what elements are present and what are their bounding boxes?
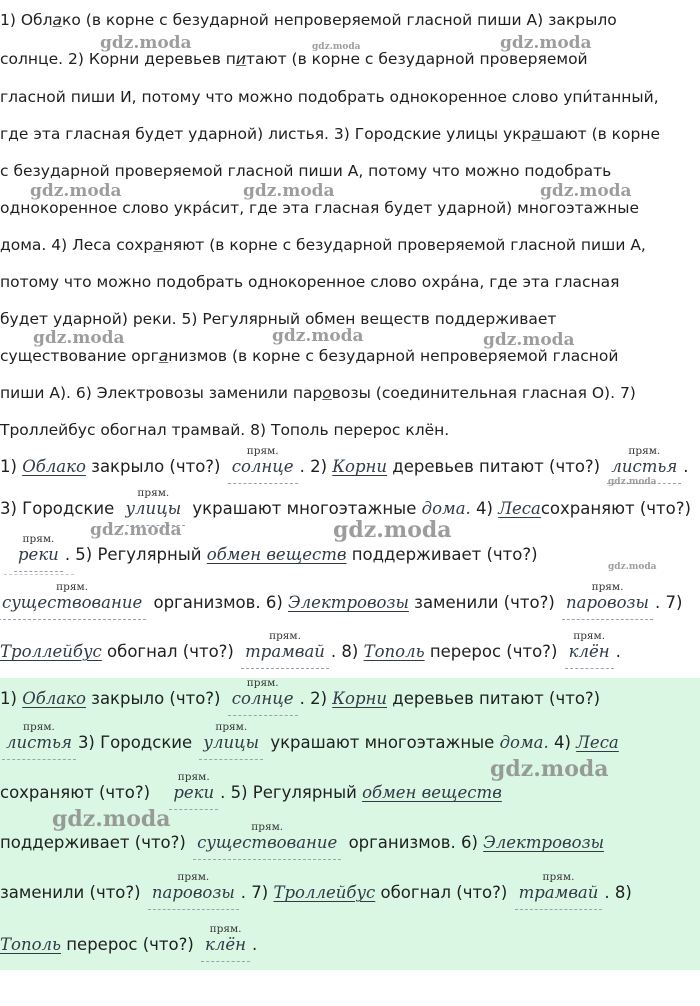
parse-line: прям. существование организмов. 6) Электровозы заменили (что?) прям. паровозы . 7) xyxy=(2,581,683,612)
subject: Корни xyxy=(332,457,388,476)
parse-line: прям. реки . 5) Регулярный обмен веществ поддерживает (что?) xyxy=(18,533,538,564)
text-line: пиши А). 6) Электровозы заменили паровозы (соединительная гласная О). 7) xyxy=(0,384,636,402)
text-line: с безударной проверяемой гласной пиши А, потому что можно подобрать xyxy=(0,162,612,180)
watermark: gdz.moda xyxy=(33,328,125,348)
parse-line: прям. листья 3) Городские прям. улицы украшают многоэтажные дома. 4) Леса xyxy=(6,721,619,752)
watermark: gdz.moda xyxy=(243,181,335,201)
object: прям. клён xyxy=(205,923,247,954)
text-line: будет ударной) реки. 5) Регулярный обмен веществ поддерживает xyxy=(0,310,557,328)
watermark: gdz.moda xyxy=(272,326,364,346)
parse-line: 3) Городские прям. улицы украшают многоэтажные дома. 4) Лесасохраняют (что?) xyxy=(0,487,691,518)
parse-line: Тополь перерос (что?) прям. клён . xyxy=(0,923,258,954)
object: прям. существование xyxy=(2,581,143,612)
object: прям. листья xyxy=(6,721,72,752)
object: прям. улицы xyxy=(203,721,260,752)
text-line: где эта гласная будет ударной) листья. 3) Городские улицы украшают (в корне xyxy=(0,125,661,143)
subject: Тополь xyxy=(363,642,425,661)
watermark: gdz.moda xyxy=(483,330,575,350)
object: прям. солнце xyxy=(231,445,294,476)
subject: Корни xyxy=(332,689,388,708)
object: прям. паровозы xyxy=(566,581,649,612)
parse-line: Троллейбус обогнал (что?) прям. трамвай . 8) Тополь перерос (что?) прям. клён . xyxy=(0,630,621,661)
subject: Леса xyxy=(498,499,541,518)
subject: Облако xyxy=(22,457,86,476)
object: прям. реки xyxy=(18,533,59,564)
object: прям. клён xyxy=(568,630,610,661)
watermark: gdz.moda xyxy=(312,42,361,52)
watermark: gdz.moda xyxy=(333,517,452,543)
subject: обмен веществ xyxy=(206,545,347,564)
subject: Электровозы xyxy=(288,593,409,612)
object: прям. существование xyxy=(197,821,338,852)
subject: Электровозы xyxy=(483,833,605,852)
watermark: gdz.moda xyxy=(52,806,171,832)
watermark: gdz.moda xyxy=(90,520,182,540)
subject: обмен веществ xyxy=(362,783,502,802)
watermark: gdz.moda xyxy=(30,181,122,201)
parse-line: поддерживает (что?) прям. существование организмов. 6) Электровозы xyxy=(0,821,605,852)
watermark: gdz.moda xyxy=(540,181,632,201)
parse-line: сохраняют (что?) прям. реки . 5) Регулярный обмен веществ xyxy=(0,771,502,802)
text-line: Троллейбус обогнал трамвай. 8) Тополь перерос клён. xyxy=(0,421,450,439)
parse-line: 1) Облако закрыло (что?) прям. солнце . 2) Корни деревьев питают (что?) прям. листья . xyxy=(0,445,689,476)
object: прям. реки xyxy=(173,771,215,802)
text-line: гласной пиши И, потому что можно подобрать однокоренное слово упи́танный, xyxy=(0,88,659,106)
object: прям. солнце xyxy=(231,677,294,708)
word: дома. xyxy=(421,499,471,518)
text-line: потому что можно подобрать однокоренное слово охра́на, где эта гласная xyxy=(0,273,620,291)
text-line: солнце. 2) Корни деревьев питают (в корне с безударной проверяемой xyxy=(0,50,588,68)
parse-line: 1) Облако закрыло (что?) прям. солнце . 2) Корни деревьев питают (что?) xyxy=(0,677,601,708)
watermark: gdz.moda xyxy=(500,33,592,53)
subject: Троллейбус xyxy=(0,642,102,661)
subject: Троллейбус xyxy=(273,883,376,902)
word: дома. xyxy=(499,733,549,752)
watermark: gdz.moda xyxy=(490,756,609,782)
subject: Облако xyxy=(22,689,86,708)
text-line: 1) Облако (в корне с безударной непроверяемой гласной пиши А) закрыло xyxy=(0,11,617,29)
object: прям. паровозы xyxy=(151,871,235,902)
text-line: существование организмов (в корне с безударной непроверяемой гласной xyxy=(0,347,619,365)
object: прям. улицы xyxy=(125,487,182,518)
text-line: однокоренное слово укра́сит, где эта гласная будет ударной) многоэтажные xyxy=(0,199,639,217)
object: прям. трамвай xyxy=(245,630,325,661)
watermark: gdz.moda xyxy=(608,477,657,487)
object: прям. листья xyxy=(611,445,678,476)
object: прям. трамвай xyxy=(518,871,599,902)
watermark: gdz.moda xyxy=(100,33,192,53)
watermark: gdz.moda xyxy=(608,562,657,572)
subject: Леса xyxy=(576,733,619,752)
subject: Тополь xyxy=(0,935,61,954)
text-line: дома. 4) Леса сохраняют (в корне с безударной проверяемой гласной пиши А, xyxy=(0,236,646,254)
dash xyxy=(4,574,74,575)
parse-line: заменили (что?) прям. паровозы . 7) Троллейбус обогнал (что?) прям. трамвай . 8) xyxy=(0,871,632,902)
